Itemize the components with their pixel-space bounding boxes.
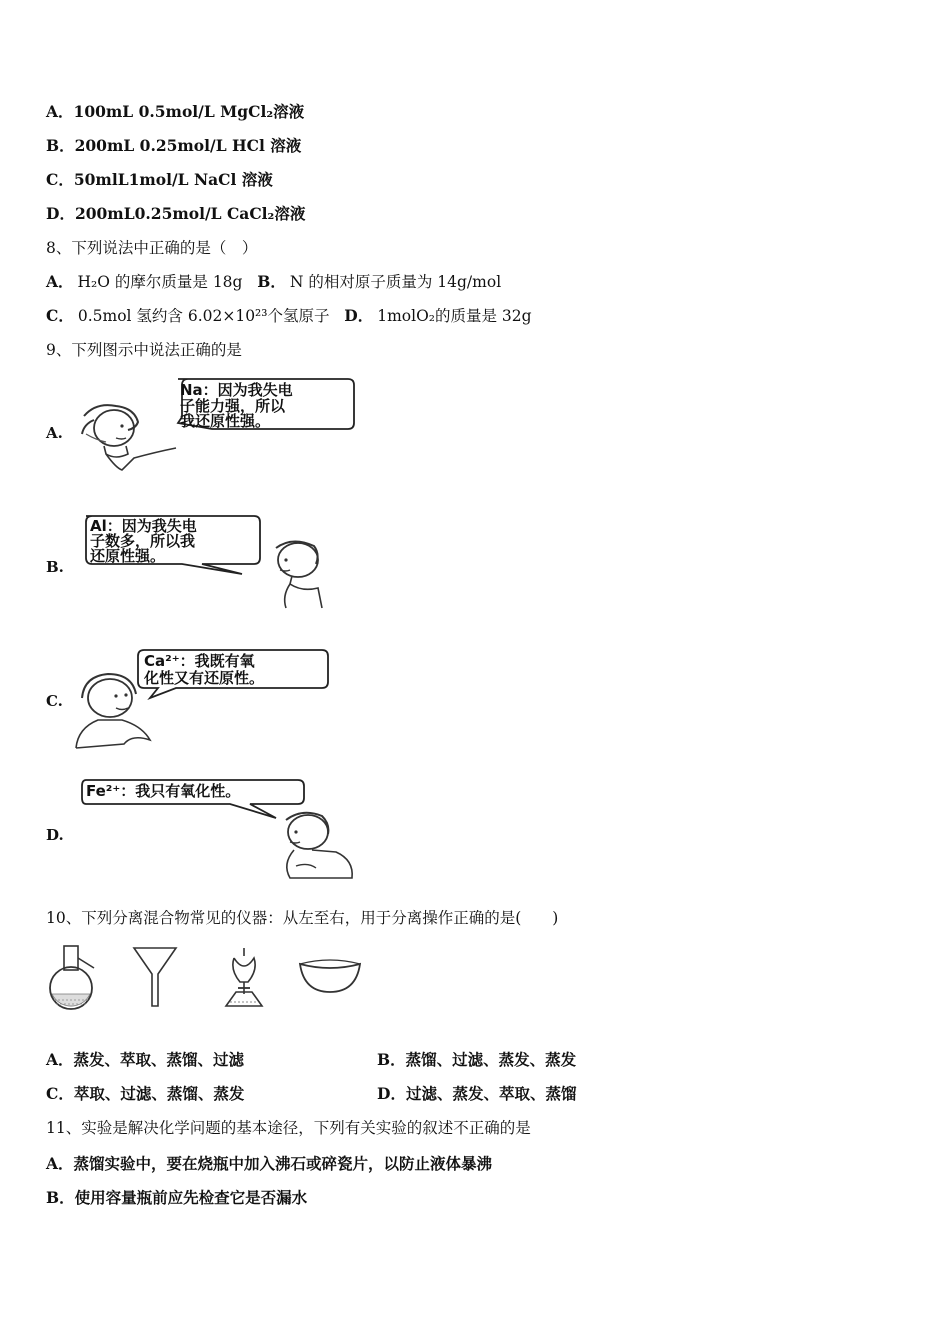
- q7-option-b-text: 200mL 0.25mol/L HCl 溶液: [74, 136, 302, 155]
- q9-option-d-label: D.: [46, 826, 64, 844]
- bubble-c-line-1: Ca²⁺：我既有氧: [144, 652, 255, 670]
- q8-row-cd: [46, 306, 532, 326]
- evaporating-dish-icon: [298, 958, 362, 994]
- q8-stem: 8、下列说法中正确的是（ ）: [46, 239, 258, 257]
- bubble-b-line-1: Al：因为我失电: [90, 517, 197, 535]
- q7-option-b: [46, 136, 301, 156]
- q10-option-b-text: 蒸馏、过滤、蒸发、蒸发: [405, 1050, 577, 1069]
- q11-option-a-text: 蒸馏实验中，要在烧瓶中加入沸石或碎瓷片，以防止液体暴沸: [73, 1154, 493, 1173]
- bubble-a-line-2: 子能力强，所以: [180, 397, 286, 415]
- bubble-c-line-2: 化性又有还原性。: [144, 669, 265, 687]
- q7-option-c-text: 50mlL1mol/L NaCl 溶液: [73, 170, 273, 189]
- q7-option-a: [46, 102, 304, 122]
- bubble-b-line-3: 还原性强。: [90, 547, 166, 565]
- q10-option-d: [377, 1084, 576, 1104]
- q9-option-c-label: C.: [46, 692, 63, 710]
- q10-option-b: [377, 1050, 576, 1070]
- q7-option-d-label: D．: [46, 204, 75, 223]
- bubble-b-line-2: 子数多，所以我: [90, 532, 196, 550]
- q7-option-c-label: C．: [46, 170, 74, 189]
- q8-row-ab: [46, 272, 501, 292]
- q7-option-a-text: 100mL 0.5mol/L MgCl₂溶液: [73, 102, 305, 121]
- boy-figure-icon: [262, 538, 346, 610]
- q10-option-c-text: 萃取、过滤、蒸馏、蒸发: [73, 1084, 245, 1103]
- girl-figure-icon: [76, 398, 186, 478]
- bubble-a-line-3: 我还原性强。: [180, 412, 271, 430]
- q9-option-b-label: B.: [46, 558, 64, 576]
- q11-option-b: [46, 1188, 307, 1208]
- speech-bubble-c: [136, 648, 330, 700]
- q10-option-d-text: 过滤、蒸发、萃取、蒸馏: [405, 1084, 577, 1103]
- speech-bubble-a: [172, 377, 356, 433]
- q11-option-b-text: 使用容量瓶前应先检查它是否漏水: [74, 1188, 308, 1207]
- bubble-a-line-1: Na：因为我失电: [180, 381, 293, 399]
- q11-option-b-label: B．: [46, 1188, 75, 1207]
- q8-option-a-label: A．: [46, 272, 74, 291]
- q8-option-d-text: 1molO₂的质量是 32g: [377, 307, 532, 325]
- speech-bubble-b: [82, 514, 262, 576]
- q9-option-a-label: A.: [46, 424, 63, 442]
- q9-stem: 9、下列图示中说法正确的是: [46, 341, 242, 359]
- q7-option-c: [46, 170, 273, 190]
- q8-option-a-text: H₂O 的摩尔质量是 18g: [77, 273, 243, 291]
- q8-option-c-text: 0.5mol 氢约含 6.02×10²³个氢原子: [77, 307, 330, 325]
- distillation-flask-icon: [46, 944, 102, 1014]
- q8-option-b-label: B．: [257, 272, 286, 291]
- q10-option-b-label: B．: [377, 1050, 406, 1069]
- q8-option-d-label: D．: [344, 306, 374, 325]
- q7-option-d: [46, 204, 305, 224]
- q10-option-d-label: D．: [377, 1084, 406, 1103]
- q10-option-c-label: C．: [46, 1084, 74, 1103]
- q10-option-a-text: 蒸发、萃取、蒸馏、过滤: [73, 1050, 245, 1069]
- q11-stem: 11、实验是解决化学问题的基本途径，下列有关实验的叙述不正确的是: [46, 1119, 531, 1137]
- q8-option-c-label: C．: [46, 306, 74, 325]
- funnel-icon: [132, 944, 178, 1010]
- separatory-funnel-icon: [218, 946, 270, 1008]
- q7-option-a-label: A．: [46, 102, 74, 121]
- q10-stem: 10、下列分离混合物常见的仪器：从左至右，用于分离操作正确的是( ): [46, 909, 559, 927]
- q10-option-c: [46, 1084, 244, 1104]
- q7-option-b-label: B．: [46, 136, 75, 155]
- q10-option-a: [46, 1050, 244, 1070]
- q7-option-d-text: 200mL0.25mol/L CaCl₂溶液: [74, 204, 306, 223]
- bubble-d-line-1: Fe²⁺：我只有氧化性。: [86, 782, 241, 800]
- q11-option-a: [46, 1154, 492, 1174]
- q11-option-a-label: A．: [46, 1154, 74, 1173]
- q8-option-b-text: N 的相对原子质量为 14g/mol: [289, 273, 502, 291]
- boy-figure-d-icon: [272, 808, 362, 882]
- q10-option-a-label: A．: [46, 1050, 74, 1069]
